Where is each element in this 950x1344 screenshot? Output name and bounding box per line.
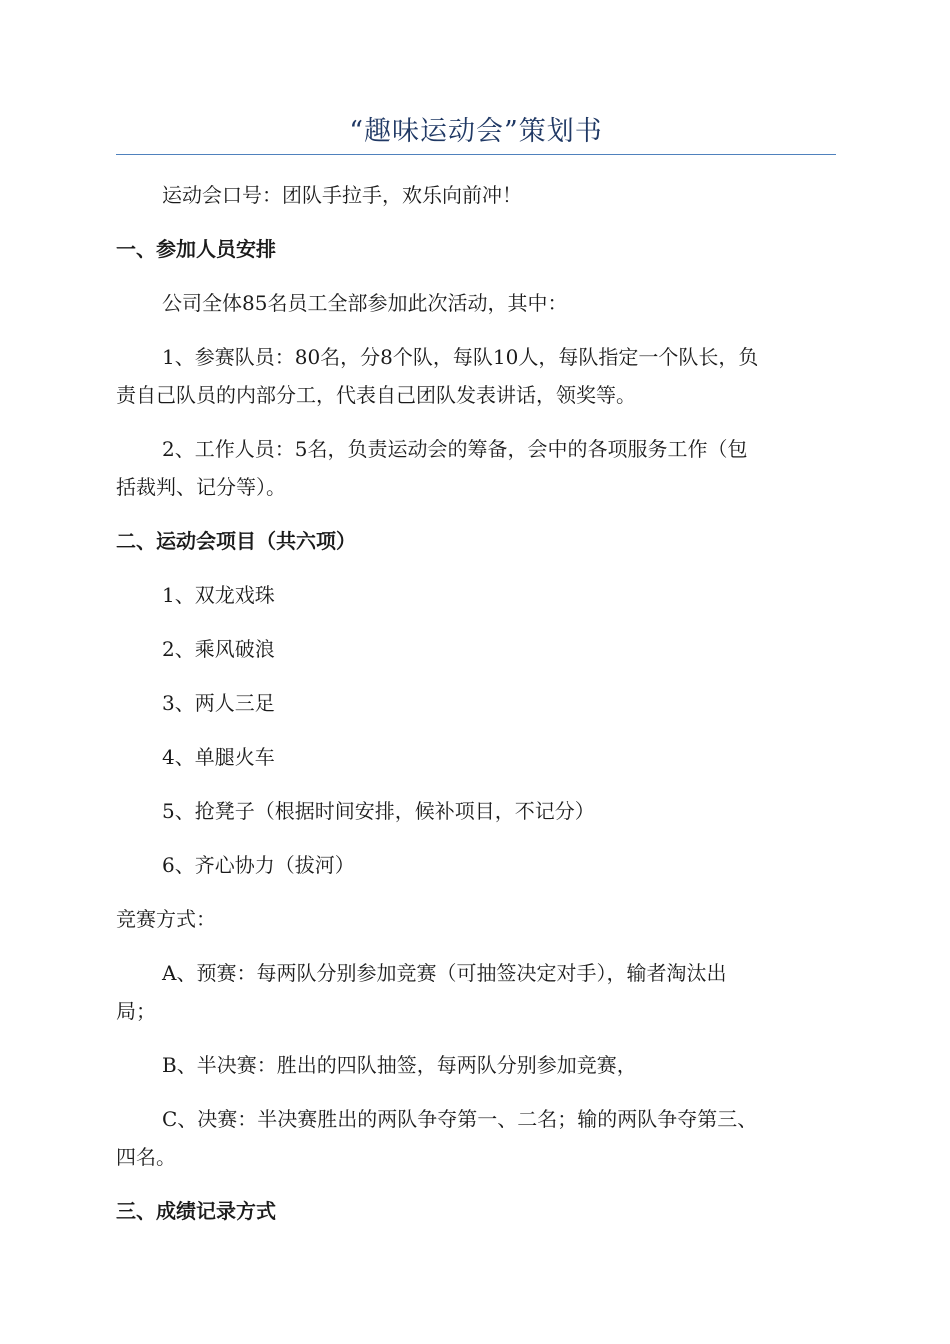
event-item-1: 1、双龙戏珠 — [162, 583, 275, 607]
event-item-5: 5、抢凳子（根据时间安排，候补项目，不记分） — [162, 799, 595, 823]
section2-heading: 二、运动会项目（共六项） — [116, 529, 356, 553]
slogan: 运动会口号：团队手拉手，欢乐向前冲！ — [162, 183, 522, 207]
format-a-line2: 局； — [116, 999, 156, 1023]
format-a-line1: A、预赛：每两队分别参加竞赛（可抽签决定对手），输者淘汰出 — [162, 961, 727, 985]
format-c-line2: 四名。 — [116, 1145, 176, 1169]
section1-item1-line2: 责自己队员的内部分工，代表自己团队发表讲话，领奖等。 — [116, 383, 636, 407]
format-label: 竞赛方式： — [116, 907, 216, 931]
event-item-6: 6、齐心协力（拔河） — [162, 853, 355, 877]
format-b: B、半决赛：胜出的四队抽签，每两队分别参加竞赛， — [162, 1053, 637, 1077]
event-item-3: 3、两人三足 — [162, 691, 275, 715]
section1-item2-line1: 2、工作人员：5名，负责运动会的筹备，会中的各项服务工作（包 — [162, 437, 748, 461]
title-underline — [116, 154, 836, 155]
event-item-2: 2、乘风破浪 — [162, 637, 275, 661]
section1-item1-line1: 1、参赛队员：80名，分8个队，每队10人，每队指定一个队长，负 — [162, 345, 759, 369]
section3-heading: 三、成绩记录方式 — [116, 1199, 276, 1223]
section1-intro: 公司全体85名员工全部参加此次活动，其中： — [162, 291, 568, 315]
section1-heading: 一、参加人员安排 — [116, 237, 276, 261]
document-title: “趣味运动会”策划书 — [349, 116, 603, 147]
format-c-line1: C、决赛：半决赛胜出的两队争夺第一、二名；输的两队争夺第三、 — [162, 1107, 758, 1131]
event-item-4: 4、单腿火车 — [162, 745, 275, 769]
section1-item2-line2: 括裁判、记分等）。 — [116, 475, 286, 499]
